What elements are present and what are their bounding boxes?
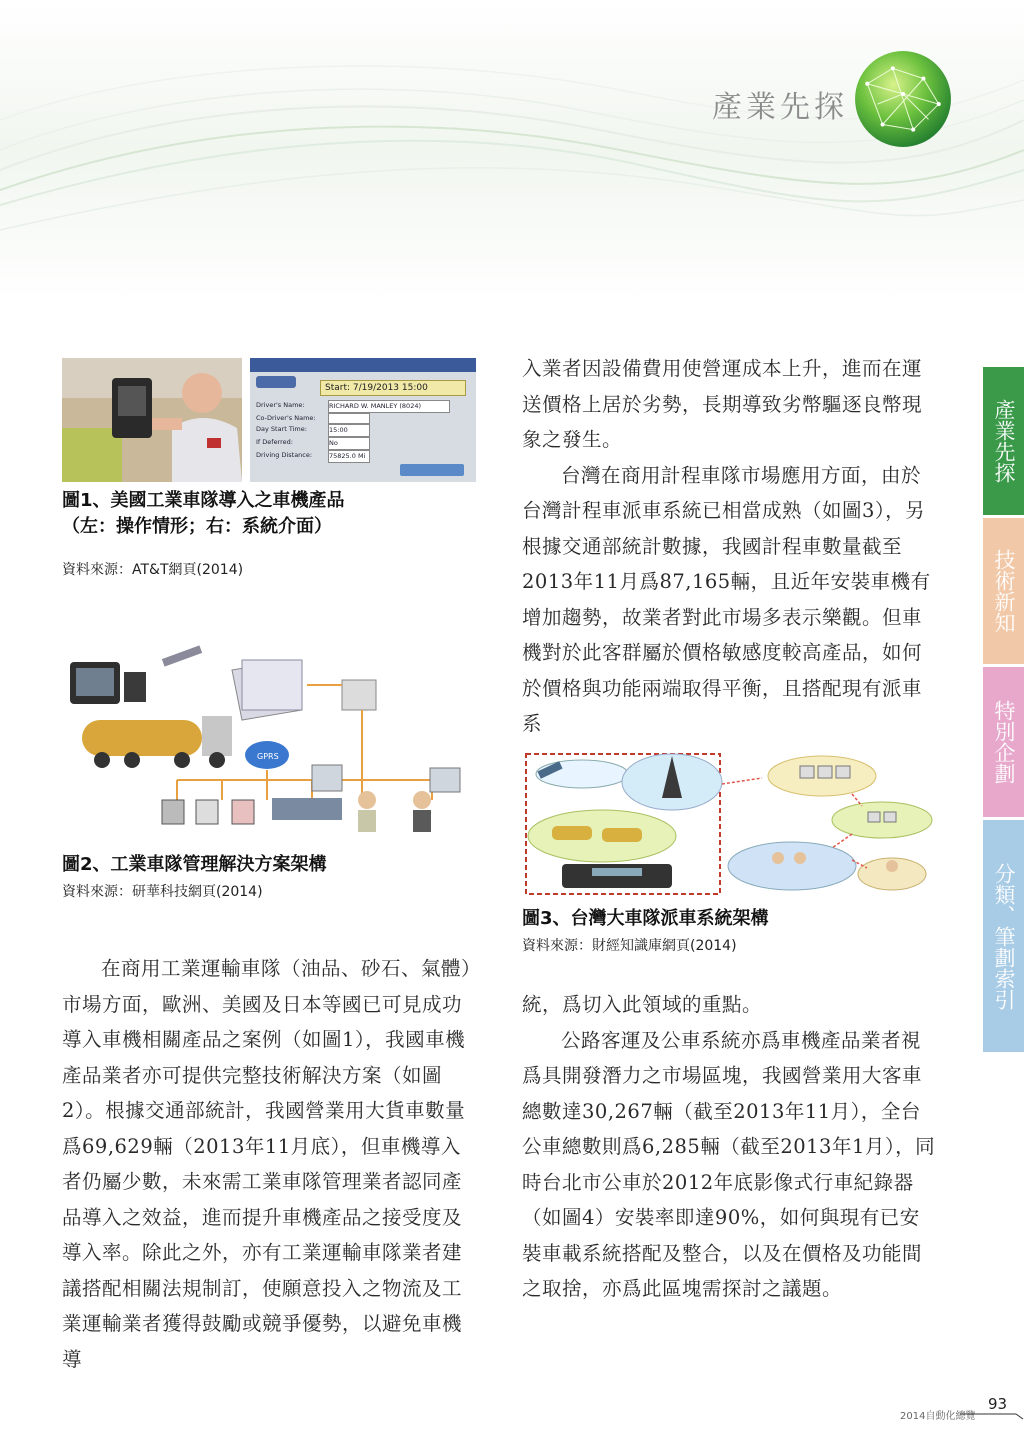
fig3-dispatch-diagram <box>522 748 938 898</box>
gprs-label: GPRS <box>257 752 279 761</box>
side-tab-label: 產業先探 <box>992 399 1016 483</box>
fig1-title-line2: （左：操作情形；右：系統介面） <box>62 516 332 537</box>
screen-start: Start: 7/19/2013 15:00 <box>320 380 466 396</box>
right-column-top <box>522 351 936 742</box>
screen-row-label: Co-Driver's Name: <box>256 414 316 422</box>
left-column-body <box>62 951 476 1377</box>
side-tab-special[interactable] <box>983 667 1024 817</box>
screen-row-value: 75825.0 Mi <box>328 450 370 463</box>
fig1-title-line1: 圖1、美國工業車隊導入之車機產品 <box>62 490 345 511</box>
server-icon <box>342 680 376 710</box>
satellite-icon <box>162 645 202 666</box>
header-band <box>0 0 1024 300</box>
workstation-icon <box>312 765 342 791</box>
side-tab-label: 特別企劃 <box>992 700 1016 784</box>
screen-row <box>256 424 470 437</box>
footer-rule <box>960 1410 1024 1420</box>
side-tab-index[interactable] <box>983 820 1024 1052</box>
screen-row <box>256 400 470 413</box>
right-paragraph-2: 台灣在商用計程車隊市場應用方面，由於台灣計程車派車系統已相當成熟（如圖3），另根據交通部統計數據，我國計程車數量截至2013年11月爲87,165輛，且近年安裝車機有增加趨勢，故業者對此市場多表示樂觀。但車機對於此客群屬於價格敏感度較高產品，如何於價格與功能兩端取得平衡，且搭配現有派車系 <box>522 463 931 735</box>
taxi-icon <box>552 826 592 840</box>
screen-row-label: If Deferred: <box>256 438 293 446</box>
screen-confirm-button <box>400 464 464 476</box>
fleet-solution-diagram <box>62 630 476 852</box>
right-paragraph-1: 入業者因設備費用使營運成本上升，進而在運送價格上居於劣勢，長期導致劣幣驅逐良幣現象之發生。 <box>522 357 923 451</box>
server-icon <box>800 766 814 778</box>
data-center-building-icon <box>242 660 302 710</box>
screen-row-value <box>328 413 370 424</box>
taxi-dispatch-diagram <box>522 748 938 898</box>
fig1-title <box>62 488 345 540</box>
passenger-icon <box>886 860 898 872</box>
screen-titlebar <box>250 358 476 372</box>
page-number: 93 <box>988 1395 1008 1413</box>
screen-row-value: 15:00 <box>328 424 370 437</box>
tanker-truck-icon <box>82 720 202 756</box>
header-wave-decoration <box>0 0 1024 300</box>
fig1-photo-operating <box>62 358 242 482</box>
section-title: 產業先探 <box>712 90 848 125</box>
driver-photo <box>62 358 242 482</box>
fig2-source: 資料來源：研華科技網頁(2014) <box>62 884 263 900</box>
pipes-icon <box>272 798 342 820</box>
fig1-source: 資料來源：AT&T網頁(2014) <box>62 562 244 578</box>
screen-row <box>256 413 470 424</box>
screen-row-label: Driver's Name: <box>256 401 305 409</box>
fig1-screen-interface <box>250 358 476 482</box>
screen-fields <box>256 400 470 463</box>
screen-row-value: RICHARD W. MANLEY (8024) <box>328 400 450 413</box>
right-paragraph-3: 統，爲切入此領域的重點。 <box>522 993 763 1016</box>
side-tab-industry[interactable] <box>983 367 1024 515</box>
screen-row <box>256 437 470 450</box>
side-tab-label: 技術新知 <box>992 549 1016 633</box>
fig2-architecture-diagram <box>62 630 476 852</box>
side-tab-tech[interactable] <box>983 518 1024 664</box>
fig3-source: 資料來源：財經知識庫網頁(2014) <box>522 938 737 954</box>
side-tab-label: 分類、筆劃索引 <box>992 862 1016 1010</box>
fig3-title: 圖3、台灣大車隊派車系統架構 <box>522 908 769 929</box>
screen-row-value: No <box>328 437 370 450</box>
right-paragraph-4: 公路客運及公車系統亦爲車機產品業者視爲具開發潛力之市場區塊，我國營業用大客車總數達30,267輛（截至2013年11月），全台公車總數則爲6,285輛（截至2013年1月），同時台北市公車於2012年底影像式行車紀錄器（如圖4）安裝率即達90%，如何與現有已安裝車載系統搭配及整合，以及在價格及功能間之取捨，亦爲此區塊需探討之議題。 <box>522 1028 936 1300</box>
footer-label: 2014自動化總覽 <box>900 1411 976 1422</box>
screen-row-label: Driving Distance: <box>256 451 313 459</box>
globe-network-icon <box>852 48 954 150</box>
right-column-bottom <box>522 987 936 1307</box>
screen-nav-button <box>256 376 296 388</box>
fig2-title: 圖2、工業車隊管理解決方案架構 <box>62 854 327 875</box>
left-paragraph: 在商用工業運輸車隊（油品、砂石、氣體）市場方面，歐洲、美國及日本等國已可見成功導入車機相關產品之案例（如圖1），我國車機產品業者亦可提供完整技術解決方案（如圖2）。根據交通部統計，我國營業用大貨車數量爲69,629輛（2013年11月底），但車機導入者仍屬少數，未來需工業車隊管理業者認同產品導入之效益，進而提升車機產品之接受度及導入率。除此之外，亦有工業運輸車隊業者建議搭配相關法規制訂，使願意投入之物流及工業運輸業者獲得鼓勵或競爭優勢，以避免車機導 <box>62 957 472 1371</box>
screen-row <box>256 450 470 463</box>
screen-row-label: Day Start Time: <box>256 425 307 433</box>
